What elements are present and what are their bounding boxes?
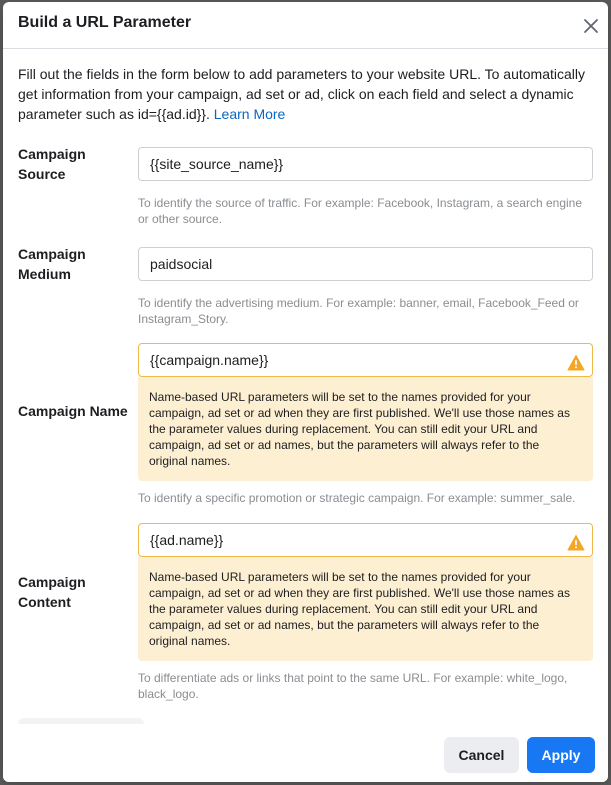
campaign-source-input[interactable]: {{site_source_name}}	[138, 147, 593, 181]
campaign-content-input[interactable]	[138, 523, 593, 557]
campaign-content-value: {{ad.name}}	[150, 532, 224, 548]
campaign-medium-help: To identify the advertising medium. For example: banner, email, Facebook_Feed or Instagram_Story.	[138, 296, 579, 326]
campaign-medium-label: Campaign Medium	[18, 246, 86, 282]
campaign-content-label: Campaign Content	[18, 574, 86, 610]
campaign-source-help: To identify the source of traffic. For example: Facebook, Instagram, a search engine or other source.	[138, 196, 583, 226]
cancel-button[interactable]: Cancel	[444, 737, 519, 773]
intro-text	[18, 64, 593, 124]
campaign-name-label: Campaign Name	[18, 403, 128, 419]
close-icon[interactable]	[579, 14, 603, 38]
dialog-title: Build a URL Parameter	[18, 14, 192, 31]
apply-button[interactable]: Apply	[527, 737, 595, 773]
warning-icon	[567, 531, 585, 549]
campaign-content-warning: Name-based URL parameters will be set to the names provided for your campaign, ad set or ad when they are first published. We'll use those names as the parameter values during replacement. You can still edit your URL and campaign, ad set or ad names, but the parameters will always refer to the original names.	[138, 557, 593, 661]
warning-icon	[567, 351, 585, 369]
campaign-content-help: To differentiate ads or links that point to the same URL. For example: white_logo, black_logo.	[138, 671, 568, 701]
intro-paragraph: Fill out the fields in the form below to add parameters to your website URL. To automatically get information from your campaign, ad set or ad, click on each field and select a dynamic parameter such as id={{ad.id}}.	[18, 66, 586, 122]
learn-more-link[interactable]: Learn More	[213, 106, 286, 122]
campaign-name-input[interactable]	[138, 343, 593, 377]
campaign-medium-input[interactable]: paidsocial	[138, 247, 593, 281]
campaign-name-warning: Name-based URL parameters will be set to the names provided for your campaign, ad set or ad when they are first published. We'll use those names as the parameter values during replacement. You can still edit your URL and campaign, ad set or ad names, but the parameters will always refer to the original names.	[138, 377, 593, 481]
campaign-source-label: Campaign Source	[18, 146, 86, 182]
url-parameter-dialog	[3, 2, 608, 782]
dialog-header	[3, 2, 608, 49]
campaign-name-help: To identify a specific promotion or strategic campaign. For example: summer_sale.	[138, 491, 576, 505]
campaign-name-value: {{campaign.name}}	[150, 352, 269, 368]
